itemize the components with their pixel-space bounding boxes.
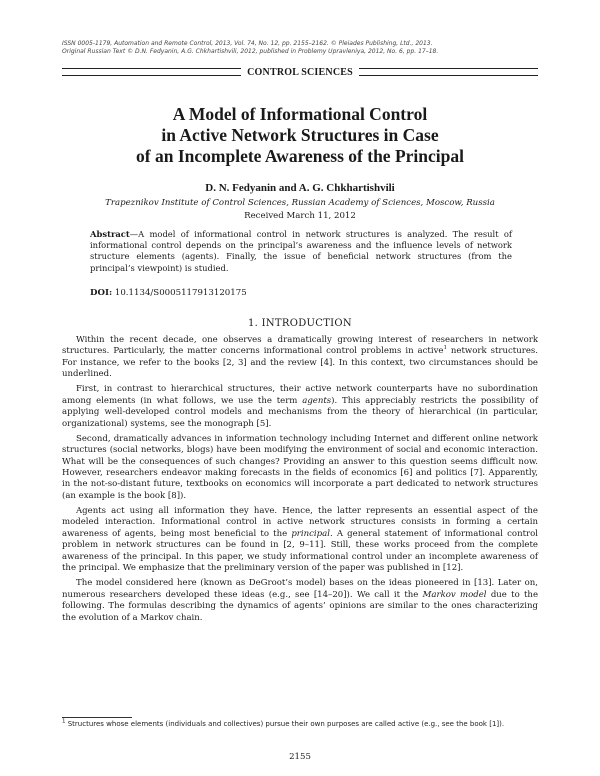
original-text-line: Original Russian Text © D.N. Fedyanin, A.G. Chkhartishvili, 2012, published in Problemy Upravleniya, 2012, No. 6, pp. 17–18. <box>62 48 439 55</box>
title-line-2: in Active Network Structures in Case <box>161 125 439 145</box>
paragraph-5-text-b: due to the following. The formulas describing the dynamics of agents’ opinions are similar to the ones characterizing the evolution of a Markov chain. <box>62 589 538 623</box>
authors: D. N. Fedyanin and A. G. Chkhartishvili <box>205 182 395 194</box>
body-text <box>62 335 538 628</box>
paragraph-4-text-a: Agents act using all information they have. Hence, the latter represents an essential aspect of the modeled interaction. Informational control in active network structures consists in forming a certain awareness of agents, being most beneficial to the <box>62 506 538 539</box>
paragraph-1-text-b: network structures. For instance, we refer to the books [2, 3] and the review [4]. In this context, two circumstances should be underlined. <box>62 346 538 380</box>
paragraph-2 <box>62 384 538 430</box>
paragraph-4-text-b: . A general statement of informational control problem in network structures can be found in [2, 9–11]. Still, these works proceed from the complete awareness of the principal. In this paper, we study informational control under an incomplete awareness of the principal. We emphasize that the preliminary version of the paper was published in [12]. <box>62 528 538 574</box>
paragraph-2-emphasis: agents <box>302 395 332 406</box>
page-number: 2155 <box>289 752 311 762</box>
issn-line: ISSN 0005-1179, Automation and Remote Control, 2013, Vol. 74, No. 12, pp. 2155–2162. © Pleiades Publishing, Ltd., 2013. <box>62 40 433 47</box>
received-date: Received March 11, 2012 <box>244 211 356 221</box>
doi-label: DOI: <box>90 288 113 298</box>
title-line-1: A Model of Informational Control <box>172 104 428 124</box>
footnote-rule <box>62 717 132 718</box>
section-banner <box>62 66 538 78</box>
paragraph-4-emphasis: principal <box>291 528 330 539</box>
doi-value[interactable]: 10.1134/S0005117913120175 <box>114 288 247 298</box>
section-banner-label: CONTROL SCIENCES <box>247 66 353 78</box>
affiliation: Trapeznikov Institute of Control Sciences, Russian Academy of Sciences, Moscow, Russia <box>105 198 495 208</box>
journal-header <box>62 40 542 56</box>
paper-title <box>62 104 538 167</box>
banner-rule-right <box>359 68 538 76</box>
paragraph-2-text-b: ). This appreciably restricts the possibility of applying well-developed control models and mechanisms from the theory of hierarchical (in particular, organizational) systems, see the monograph [5]. <box>62 395 538 429</box>
paragraph-5-emphasis: Markov model <box>422 589 487 600</box>
footnote <box>62 720 538 730</box>
paragraph-5-text-a: The model considered here (known as DeGroot’s model) bases on the ideas pioneered in [13]. Later on, numerous researchers developed these ideas (e.g., see [14–20]). We call it the <box>62 578 538 600</box>
doi <box>90 288 512 298</box>
paragraph-4 <box>62 506 538 574</box>
abstract-label: Abstract <box>90 229 130 239</box>
section-heading: 1. INTRODUCTION <box>248 318 352 329</box>
footnote-marker: 1 <box>62 718 66 725</box>
paragraph-1-text-a: Within the recent decade, one observes a dramatically growing interest of researchers in network structures. Particularly, the matter concerns informational control problems in active <box>62 335 538 357</box>
title-line-3: of an Incomplete Awareness of the Principal <box>136 146 464 166</box>
banner-rule-left <box>62 68 241 76</box>
abstract-text: —A model of informational control in network structures is analyzed. The result of informational control depends on the principal’s awareness and the influence levels of network structure elements (agents). Finally, the issue of beneficial network structures (from the principal’s viewpoint) is studied. <box>90 229 512 273</box>
paragraph-5 <box>62 578 538 624</box>
abstract <box>90 229 512 274</box>
paragraph-2-text-a: First, in contrast to hierarchical structures, their active network counterparts have no subordination among elements (in what follows, we use the term <box>62 384 538 406</box>
footnote-ref: 1 <box>443 345 447 352</box>
paragraph-3: Second, dramatically advances in information technology including Internet and different online network structures (social networks, blogs) have been modifying the environment of social and economic interaction. What will be the consequences of such changes? Providing an answer to this question seems difficult now. However, researchers endeavor making forecasts in the fields of economics [6] and politics [7]. Apparently, in the not-so-distant future, textbooks on economics will incorporate a part dedicated to network structures (an example is the book [8]). <box>62 433 538 501</box>
footnote-text: Structures whose elements (individuals and collectives) pursue their own purposes are called active (e.g., see the book [1]). <box>65 720 505 728</box>
paragraph-1 <box>62 335 538 381</box>
